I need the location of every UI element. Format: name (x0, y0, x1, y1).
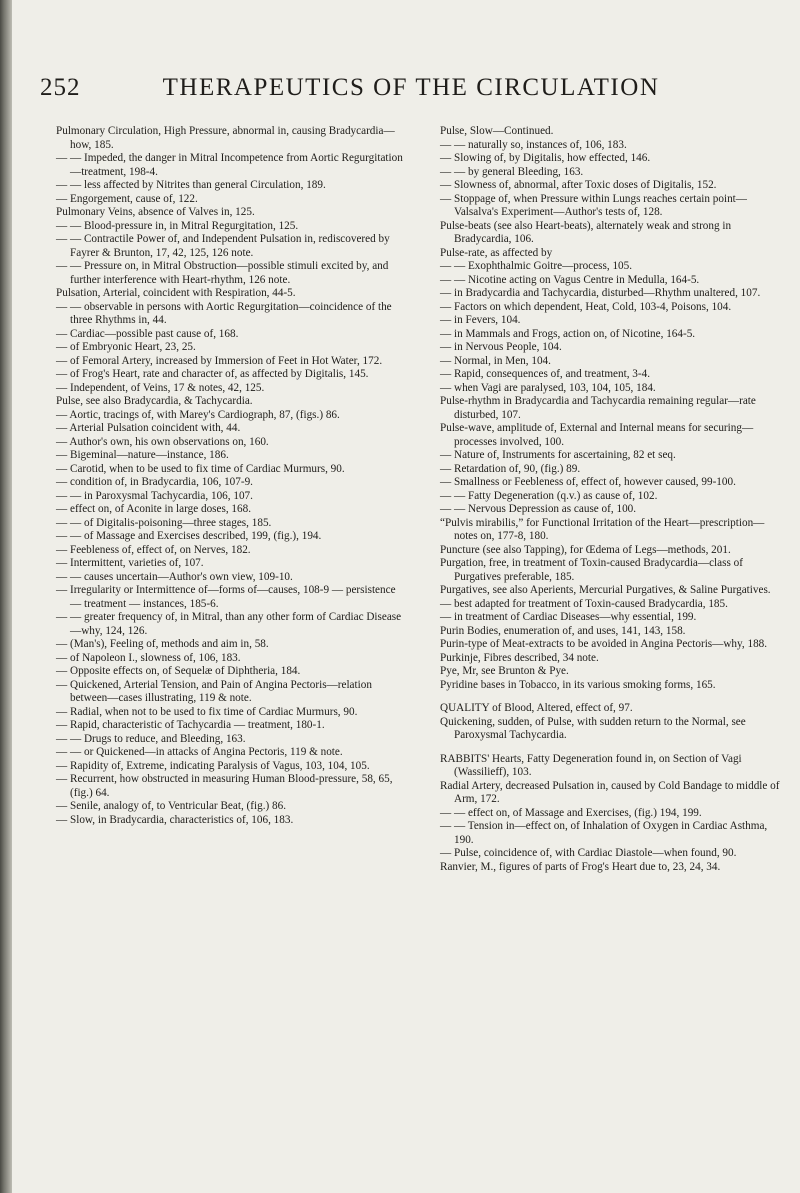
index-entry: — — or Quickened—in attacks of Angina Pectoris, 119 & note. (56, 746, 343, 758)
index-entry: — Author's own, his own observations on, 160. (56, 435, 269, 448)
index-entry: Pulse-beats (see also Heart-beats), alternately weak and strong in Bradycardia, 106. (440, 219, 732, 245)
index-entry: — — of Massage and Exercises described, 199, (fig.), 194. (56, 530, 322, 542)
index-entry: Pulse, see also Bradycardia, & Tachycardia. (56, 395, 253, 407)
index-entry: Pyridine bases in Tobacco, in its various smoking forms, 165. (440, 678, 716, 691)
index-entry: — — Nervous Depression as cause of, 100. (440, 503, 637, 515)
index-entry: — Independent, of Veins, 17 & notes, 42, 125. (56, 381, 265, 394)
index-entry: — Rapid, consequences of, and treatment, 3-4. (440, 368, 651, 380)
index-entry: Purin-type of Meat-extracts to be avoided in Angina Pectoris—why, 188. (440, 638, 768, 650)
index-entry: — Rapidity of, Extreme, indicating Paralysis of Vagus, 103, 104, 105. (56, 759, 370, 772)
index-entry: — Recurrent, how obstructed in measuring Human Blood-pressure, 58, 65, (fig.) 64. (56, 773, 393, 799)
index-entry: — — by general Bleeding, 163. (440, 165, 584, 178)
index-entry: — in Mammals and Frogs, action on, of Nicotine, 164-5. (440, 327, 696, 340)
index-entry: — — Fatty Degeneration (q.v.) as cause of, 102. (440, 489, 658, 502)
page-number: 252 (40, 74, 81, 101)
index-entry: — Normal, in Men, 104. (440, 354, 551, 367)
index-entry: — Feebleness of, effect of, on Nerves, 182. (56, 543, 251, 556)
index-entry: — Slow, in Bradycardia, characteristics of, 106, 183. (56, 813, 294, 826)
index-entry: — Smallness or Feebleness of, effect of, however caused, 99-100. (440, 476, 736, 488)
index-entry: — in Fevers, 104. (440, 314, 521, 326)
index-entry: — in Bradycardia and Tachycardia, disturbed—Rhythm unaltered, 107. (440, 287, 761, 299)
index-entry: — Irregularity or Intermittence of—forms of—causes, 108-9 — persistence — treatment — instances, 185-6. (56, 584, 396, 610)
running-head: THERAPEUTICS OF THE CIRCULATION (162, 74, 660, 101)
index-entry: — — greater frequency of, in Mitral, than any other form of Cardiac Disease—why, 124, 126. (56, 611, 402, 637)
index-entry: — — of Digitalis-poisoning—three stages, 185. (56, 516, 272, 529)
index-entry: Purkinje, Fibres described, 34 note. (440, 651, 599, 664)
index-entry: — Intermittent, varieties of, 107. (56, 557, 204, 569)
index-column-right (440, 125, 787, 874)
index-entry: — in treatment of Cardiac Diseases—why essential, 199. (440, 611, 697, 623)
index-entry: — (Man's), Feeling of, methods and aim in, 58. (56, 638, 269, 650)
index-entry: — in Nervous People, 104. (440, 341, 562, 353)
index-entry: — Cardiac—possible past cause of, 168. (56, 327, 239, 340)
index-entry: — — less affected by Nitrites than general Circulation, 189. (56, 179, 326, 191)
index-entry: — Factors on which dependent, Heat, Cold, 103-4, Poisons, 104. (440, 300, 732, 313)
index-entry: Pulse, Slow—Continued. (440, 125, 554, 137)
index-entry: — — observable in persons with Aortic Regurgitation—coincidence of the three Rhythms in, 44. (56, 300, 392, 326)
index-entry: Pye, Mr, see Brunton & Pye. (440, 665, 569, 677)
index-entry: — Pulse, coincidence of, with Cardiac Diastole—when found, 90. (440, 847, 737, 859)
index-entry: — of Embryonic Heart, 23, 25. (56, 341, 196, 353)
book-page (12, 0, 800, 1193)
index-entry: — effect on, of Aconite in large doses, 168. (56, 503, 252, 515)
index-entry: — Slowing of, by Digitalis, how effected, 146. (440, 152, 651, 164)
index-entry: “Pulvis mirabilis,” for Functional Irritation of the Heart—prescription—notes on, 177-8, 180. (440, 516, 765, 542)
index-entry: — — Exophthalmic Goitre—process, 105. (440, 260, 633, 272)
index-column-left (56, 125, 403, 827)
index-entry: — Bigeminal—nature—instance, 186. (56, 449, 229, 461)
index-entry: — — Drugs to reduce, and Bleeding, 163. (56, 732, 246, 745)
index-entry: — Rapid, characteristic of Tachycardia — treatment, 180-1. (56, 719, 325, 731)
index-entry: — Slowness of, abnormal, after Toxic doses of Digitalis, 152. (440, 179, 717, 191)
index-entry: Purgation, free, in treatment of Toxin-caused Bradycardia—class of Purgatives preferable, 185. (440, 557, 743, 583)
index-entry: — — Tension in—effect on, of Inhalation of Oxygen in Cardiac Asthma, 190. (440, 820, 768, 846)
index-entry: — Retardation of, 90, (fig.) 89. (440, 462, 581, 475)
index-entry: Quickening, sudden, of Pulse, with sudden return to the Normal, see Paroxysmal Tachycardia. (440, 715, 746, 741)
index-entry: — — naturally so, instances of, 106, 183. (440, 138, 627, 151)
index-entry: Pulmonary Circulation, High Pressure, abnormal in, causing Bradycardia—how, 185. (56, 125, 395, 151)
index-entry: — Opposite effects on, of Sequelæ of Diphtheria, 184. (56, 665, 301, 677)
index-entry: — — Blood-pressure in, in Mitral Regurgitation, 125. (56, 219, 299, 232)
index-entry: Pulsation, Arterial, coincident with Respiration, 44-5. (56, 287, 296, 299)
index-entry: — of Femoral Artery, increased by Immersion of Feet in Hot Water, 172. (56, 354, 383, 367)
index-entry: — Engorgement, cause of, 122. (56, 192, 198, 205)
index-entry: — — Pressure on, in Mitral Obstruction—possible stimuli excited by, and further interference with Heart-rhythm, 126 note. (56, 260, 389, 286)
index-entry: — — Contractile Power of, and Independent Pulsation in, rediscovered by Fayrer & Brunton, 17, 42, 125, 126 note. (56, 233, 390, 259)
index-entry: Purin Bodies, enumeration of, and uses, 141, 143, 158. (440, 624, 686, 637)
index-entry: — Carotid, when to be used to fix time of Cardiac Murmurs, 90. (56, 462, 345, 475)
index-entry: Pulse-rhythm in Bradycardia and Tachycardia remaining regular—rate disturbed, 107. (440, 395, 756, 421)
index-entry: — — Nicotine acting on Vagus Centre in Medulla, 164-5. (440, 273, 700, 286)
index-entry: Pulse-rate, as affected by (440, 246, 553, 259)
index-entry: RABBITS' Hearts, Fatty Degeneration found in, on Section of Vagi (Wassilieff), 103. (440, 752, 742, 778)
index-entry: QUALITY of Blood, Altered, effect of, 97. (440, 702, 633, 714)
index-entry: — best adapted for treatment of Toxin-caused Bradycardia, 185. (440, 597, 728, 610)
index-entry: — Senile, analogy of, to Ventricular Beat, (fig.) 86. (56, 800, 287, 812)
index-entry: Pulmonary Veins, absence of Valves in, 125. (56, 206, 255, 218)
index-entry: — Stoppage of, when Pressure within Lungs reaches certain point—Valsalva's Experiment—Author's tests of, 128. (440, 192, 747, 218)
index-entry: — condition of, in Bradycardia, 106, 107-9. (56, 476, 253, 488)
index-entry: Puncture (see also Tapping), for Œdema of Legs—methods, 201. (440, 543, 731, 556)
index-entry: Pulse-wave, amplitude of, External and Internal means for securing—processes involved, 100. (440, 422, 754, 448)
index-entry: — — Impeded, the danger in Mitral Incompetence from Aortic Regurgitation—treatment, 198-4. (56, 152, 403, 178)
index-entry: Radial Artery, decreased Pulsation in, caused by Cold Bandage to middle of Arm, 172. (440, 779, 780, 805)
index-entry: — Nature of, Instruments for ascertaining, 82 et seq. (440, 449, 676, 461)
book-spine-edge (0, 0, 12, 1193)
index-entry: — of Frog's Heart, rate and character of, as affected by Digitalis, 145. (56, 368, 369, 380)
index-entry: Ranvier, M., figures of parts of Frog's Heart due to, 23, 24, 34. (440, 860, 721, 873)
index-entry: — — in Paroxysmal Tachycardia, 106, 107. (56, 489, 253, 502)
index-entry: — Arterial Pulsation coincident with, 44. (56, 422, 241, 434)
index-entry: — — effect on, of Massage and Exercises, (fig.) 194, 199. (440, 806, 702, 819)
page-header (40, 74, 782, 114)
index-entry: — — causes uncertain—Author's own view, 109-10. (56, 570, 293, 583)
index-entry: Purgatives, see also Aperients, Mercurial Purgatives, & Saline Purgatives. (440, 584, 771, 596)
index-entry: — Quickened, Arterial Tension, and Pain of Angina Pectoris—relation between—cases illustrating, 119 & note. (56, 678, 372, 704)
index-entry: — of Napoleon I., slowness of, 106, 183. (56, 651, 241, 664)
index-entry: — Aortic, tracings of, with Marey's Cardiograph, 87, (figs.) 86. (56, 408, 340, 421)
index-entry: — when Vagi are paralysed, 103, 104, 105, 184. (440, 381, 656, 394)
index-entry: — Radial, when not to be used to fix time of Cardiac Murmurs, 90. (56, 705, 358, 718)
